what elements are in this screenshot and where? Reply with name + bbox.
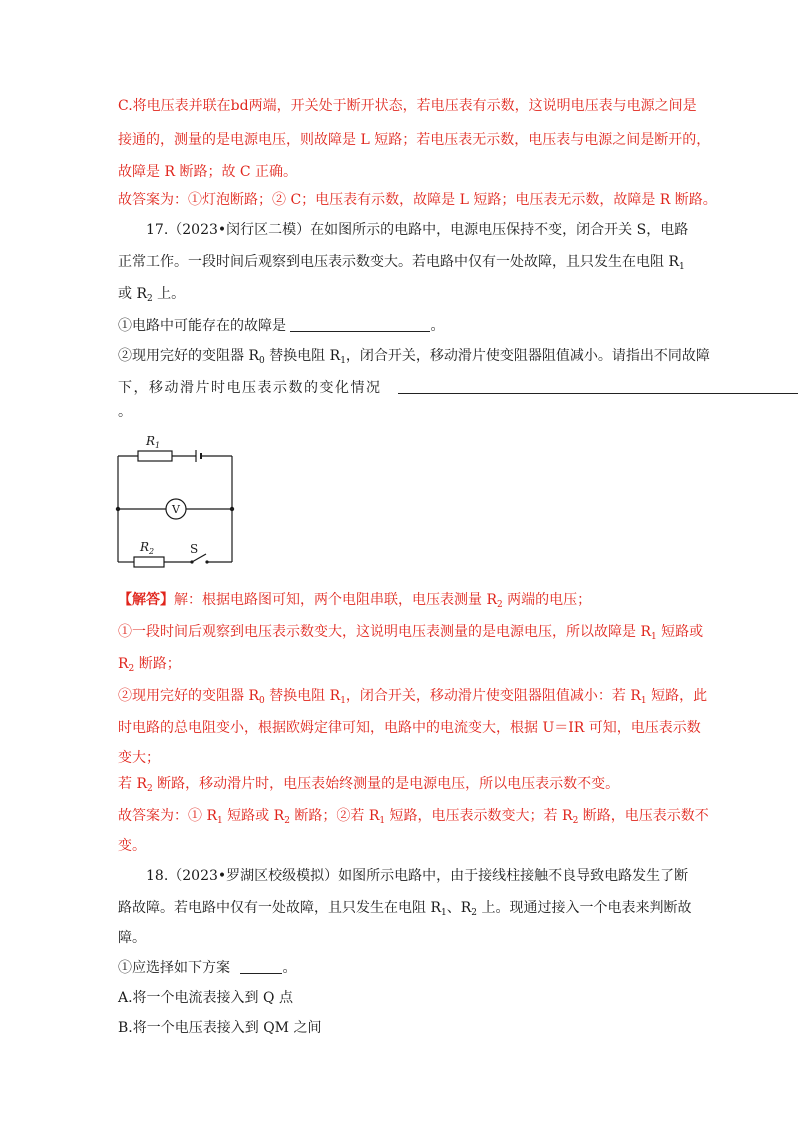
prev-answer-c-line3: 故障是 R 断路；故 C 正确。	[118, 164, 298, 180]
q18-number: 18.	[146, 868, 169, 884]
q17-part2-answer-blank[interactable]	[398, 379, 798, 394]
q17-part2-line2: 下，移动滑片时电压表示数的变化情况	[118, 378, 798, 398]
q18-option-a: A.将一个电流表接入到 Q 点	[118, 990, 293, 1006]
q17-solution-2-line1: ②现用完好的变阻器 $R_0$ 替换电阻 $R_1$，闭合开关，移动滑片使变阻器阻值减小：若 $R_1$ 短路，此	[118, 688, 708, 706]
q17-part2-end: 。	[118, 404, 132, 420]
r2-label: R	[140, 540, 150, 554]
q17-stem-line2: 正常工作。一段时间后观察到电压表示数变大。若电路中仅有一处故障，且只发生在电阻 $R_1$	[118, 254, 685, 272]
q18-stem-line3: 障。	[118, 930, 146, 946]
q18-source: （2023•罗湖区校级模拟）	[168, 868, 339, 884]
r1-label: R	[146, 434, 156, 448]
prev-answer-final: 故答案为：①灯泡断路；② C；电压表有示数，故障是 L 短路；电压表无示数，故障是 R 断路。	[118, 192, 717, 208]
q17-stem-line3: 或 $R_2$ 上。	[118, 286, 186, 304]
q17-answer-line1: 故答案为：① $R_1$ 短路或 $R_2$ 断路；②若 $R_1$ 短路，电压表示数变大；若 $R_2$ 断路，电压表示数不	[118, 808, 709, 826]
q17-part2-line1: ②现用完好的变阻器 $R_0$ 替换电阻 $R_1$，闭合开关，移动滑片使变阻器阻值减小。请指出不同故障	[118, 348, 710, 366]
resistor-r2	[134, 557, 164, 567]
resistor-r1	[138, 451, 172, 461]
q17-solution-1-line2: $R_2$ 断路；	[118, 656, 181, 674]
switch-label: S	[190, 542, 199, 556]
q17-solution-1-line1: ①一段时间后观察到电压表示数变大，这说明电压表测量的是电源电压，所以故障是 $R_1$ 短路或	[118, 624, 704, 642]
prev-answer-c-line2: 接通的，测量的是电源电压，则故障是 L 短路；若电压表无示数，电压表与电源之间是断开的，	[118, 132, 711, 148]
q17-part1-answer-blank[interactable]	[290, 317, 430, 332]
r2-label-sub: 2	[149, 547, 155, 556]
q17-solution-intro: 【解答】解：根据电路图可知，两个电阻串联，电压表测量 $R_2$ 两端的电压；	[118, 592, 592, 610]
r1-label-sub: 1	[155, 441, 161, 450]
q18-part1: ①应选择如下方案 。	[118, 960, 297, 976]
prev-answer-c-line1: C.将电压表并联在bd两端，开关处于断开状态，若电压表有示数，这说明电压表与电源之间是	[118, 98, 697, 114]
junction-left	[116, 507, 120, 511]
circuit-diagram	[110, 430, 240, 570]
q17-part1: ①电路中可能存在的故障是 。	[118, 318, 445, 334]
q17-solution-2-line3: 变大；	[118, 750, 160, 766]
q17-answer-line2: 变。	[118, 838, 146, 854]
q18-option-b: B.将一个电压表接入到 QM 之间	[118, 1020, 322, 1036]
q17-solution-3: 若 $R_2$ 断路，移动滑片时，电压表始终测量的是电源电压，所以电压表示数不变。	[118, 776, 620, 794]
q18-stem-line1: 18.（2023•罗湖区校级模拟）如图所示电路中，由于接线柱接触不良导致电路发生了断	[146, 868, 689, 884]
junction-right	[230, 507, 234, 511]
solution-tag: 【解答】	[118, 592, 174, 608]
q17-source: （2023•闵行区二模）	[168, 222, 311, 238]
q17-stem-line1: 17.（2023•闵行区二模）在如图所示的电路中，电源电压保持不变，闭合开关 S，电路	[146, 222, 689, 238]
voltmeter-label: V	[172, 503, 180, 516]
q17-solution-2-line2: 时电路的总电阻变小，根据欧姆定律可知，电路中的电流变大，根据 U＝IR 可知，电压表示数	[118, 720, 701, 736]
q18-stem-line2: 路故障。若电路中仅有一处故障，且只发生在电阻 $R_1$、$R_2$ 上。现通过接入一个电表来判断故	[118, 900, 692, 918]
q17-number: 17.	[146, 222, 169, 238]
q18-part1-answer-blank[interactable]	[240, 959, 282, 974]
